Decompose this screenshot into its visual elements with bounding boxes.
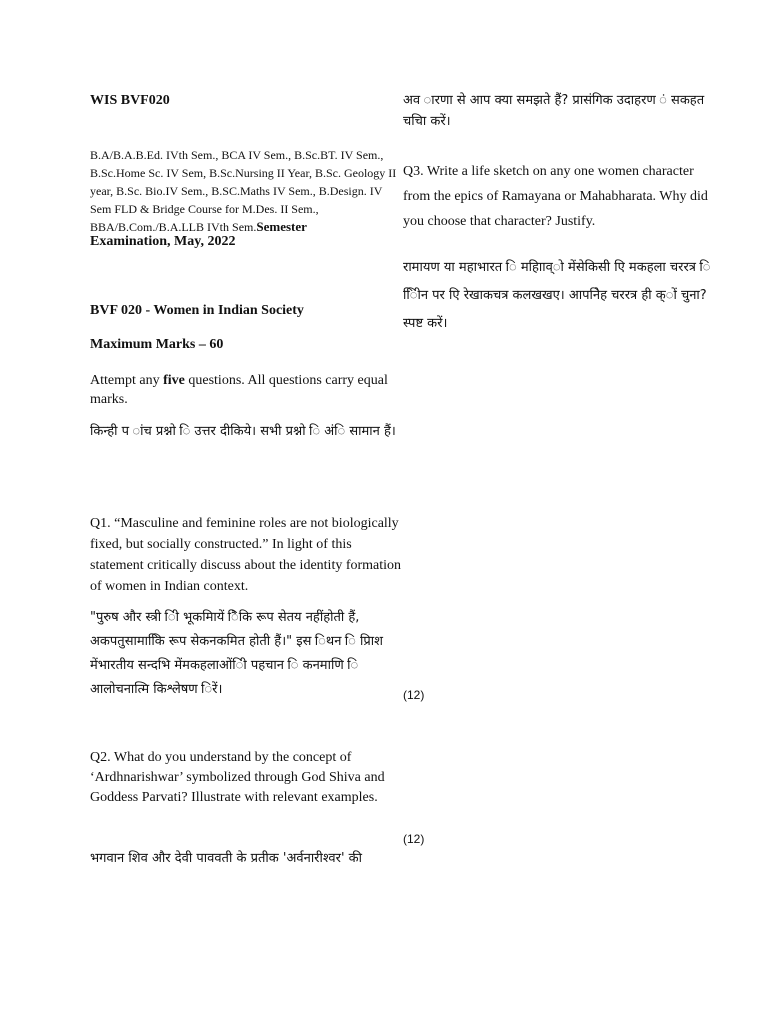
question-1-marks: (12)	[403, 688, 425, 702]
instructions-hindi: किन्ही प ांच प्रश्नो ि उत्तर दीकिये। सभी प्रश्नो ि अंि सामान हैं।	[90, 424, 396, 439]
paper-title: BVF 020 - Women in Indian Society	[90, 303, 304, 318]
question-3-hindi: रामायण या महाभारत ि महािाव्ो मेंसेकिसी एि मकहला चररत्र ि िीिन पर एि रेखाकचत्र कलखखए। आपनेिह चररत्र ही क्ों चुना? स्पष्ट करें।	[403, 260, 711, 331]
instructions	[90, 371, 402, 442]
subject-code: WIS BVF020	[90, 93, 170, 108]
semester-word: Semester	[256, 219, 307, 234]
instructions-post: questions. All questions carry equal marks.	[90, 373, 388, 407]
question-3-english: Q3. Write a life sketch on any one women character from the epics of Ramayana or Mahabharata. Why did you choose that character? Justify.	[403, 164, 708, 229]
course-list	[90, 146, 402, 236]
question-2-hindi-continued: अव ारणा से आप क्या समझते हैं? प्रासंगिक उदाहरण ं सकहत चचाि करें।	[403, 93, 705, 129]
instructions-bold: five	[163, 373, 185, 388]
exam-session: Examination, May, 2022	[90, 234, 236, 249]
question-2-hindi: भगवान शिव और देवी पाववती के प्रतीक 'अर्वनारीश्वर' की	[90, 851, 362, 866]
instructions-english	[90, 371, 402, 409]
question-2-marks: (12)	[403, 832, 425, 846]
maximum-marks: Maximum Marks – 60	[90, 337, 224, 352]
question-1-hindi: "पुरुष और स्त्री िी भूकमिायें िैकि रूप सेतय नहींहोती हैं, अकपतुसामाकिि रूप सेकनकमित होती हैं।" इस िथन ि प्रिाश मेंभारतीय सन्दभि मेंमकहलाओंिी पहचान ि कनमाणि ि आलोचनात्मि किश्लेषण िरें।	[90, 610, 383, 697]
course-list-text: B.A/B.A.B.Ed. IVth Sem., BCA IV Sem., B.Sc.BT. IV Sem., B.Sc.Home Sc. IV Sem, B.Sc.Nursing II Year, B.Sc. Geology II year, B.Sc. Bio.IV Sem., B.SC.Maths IV Sem., B.Design. IV Sem FLD & Bridge Course for M.Des. II Sem., BBA/B.Com./B.A.LLB IVth Sem.	[90, 148, 397, 234]
question-2-english: Q2. What do you understand by the concept of ‘Ardhnarishwar’ symbolized through God Shiva and Goddess Parvati? Illustrate with relevant examples.	[90, 750, 385, 805]
instructions-pre: Attempt any	[90, 373, 164, 388]
question-1-english: Q1. “Masculine and feminine roles are not biologically fixed, but socially constructed.” In light of this statement critically discuss about the identity formation of women in Indian context.	[90, 516, 402, 594]
